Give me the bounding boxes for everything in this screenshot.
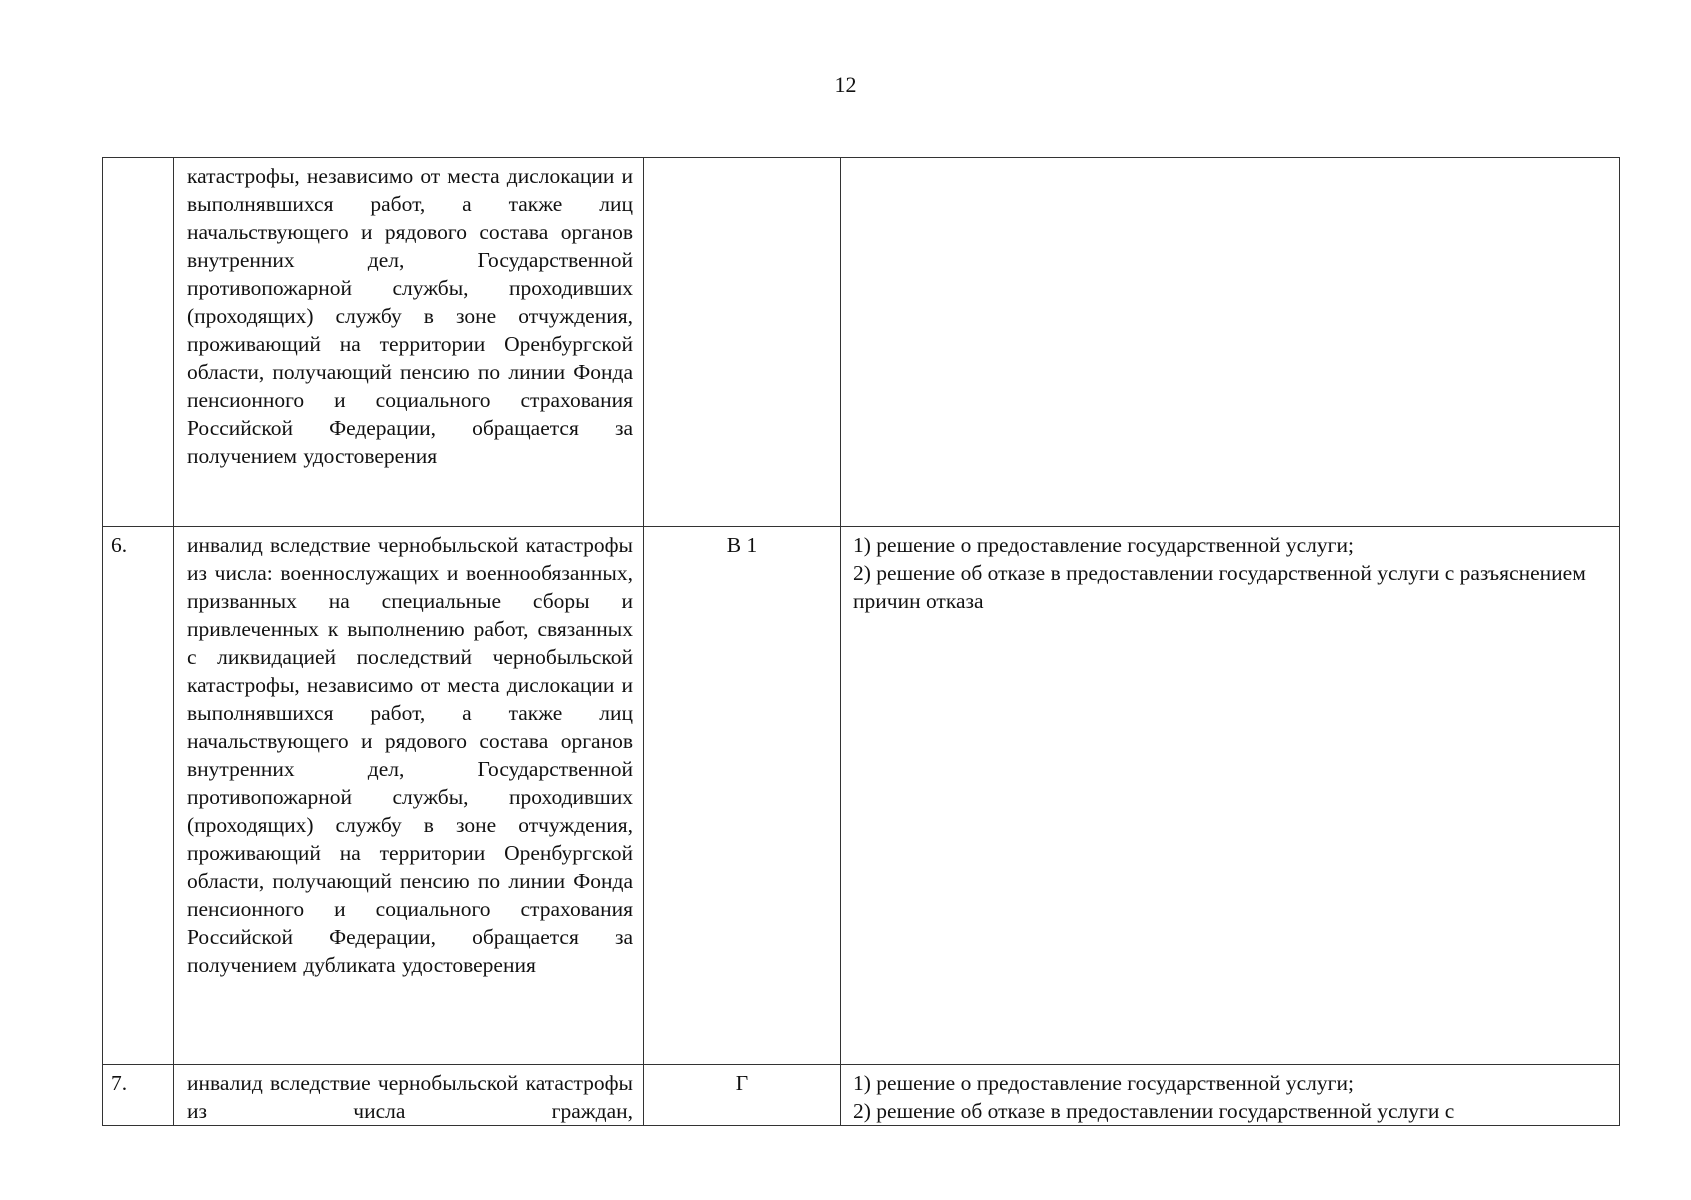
row-results-cell [841,1065,1620,1126]
page-number: 12 [834,72,857,97]
row-description-cell [174,1065,644,1126]
result-item: 1) решение о предоставление государственной услуги; [853,1071,1354,1095]
row-number-cell: 7. [103,1065,174,1126]
result-item: 1) решение о предоставление государственной услуги; [853,533,1354,557]
row-code-cell [644,158,841,527]
table-row [103,527,1620,1065]
result-item: 2) решение об отказе в предоставлении государственной услуги с [853,1099,1455,1123]
row-description-cell [174,527,644,1065]
row-code-cell: Г [644,1065,841,1126]
row-number-cell [103,158,174,527]
row-number-cell: 6. [103,527,174,1065]
row-code-cell: В 1 [644,527,841,1065]
row-description-cell [174,158,644,527]
result-item: 2) решение об отказе в предоставлении государственной услуги с разъяснением причин отказа [853,561,1586,613]
table-row [103,158,1620,527]
row-description-text: инвалид вследствие чернобыльской катастрофы из числа граждан, [187,1071,633,1123]
services-table [102,157,1620,1126]
table-row [103,1065,1620,1126]
row-description-text: катастрофы, независимо от места дислокации и выполнявшихся работ, а также лиц начальствующего и рядового состава органов внутренних дел, Государственной противопожарной службы, проходивших (проходящих) службу в зоне отчуждения, проживающий на территории Оренбургской области, получающий пенсию по линии Фонда пенсионного и социального страхования Российской Федерации, обращается за получением удостоверения [187,164,633,468]
row-results-cell [841,158,1620,527]
row-results-cell [841,527,1620,1065]
row-description-text: инвалид вследствие чернобыльской катастрофы из числа: военнослужащих и военнообязанных, призванных на специальные сборы и привлеченных к выполнению работ, связанных с ликвидацией последствий чернобыльской катастрофы, независимо от места дислокации и выполнявшихся работ, а также лиц начальствующего и рядового состава органов внутренних дел, Государственной противопожарной службы, проходивших (проходящих) службу в зоне отчуждения, проживающий на территории Оренбургской области, получающий пенсию по линии Фонда пенсионного и социального страхования Российской Федерации, обращается за получением дубликата удостоверения [187,533,633,977]
